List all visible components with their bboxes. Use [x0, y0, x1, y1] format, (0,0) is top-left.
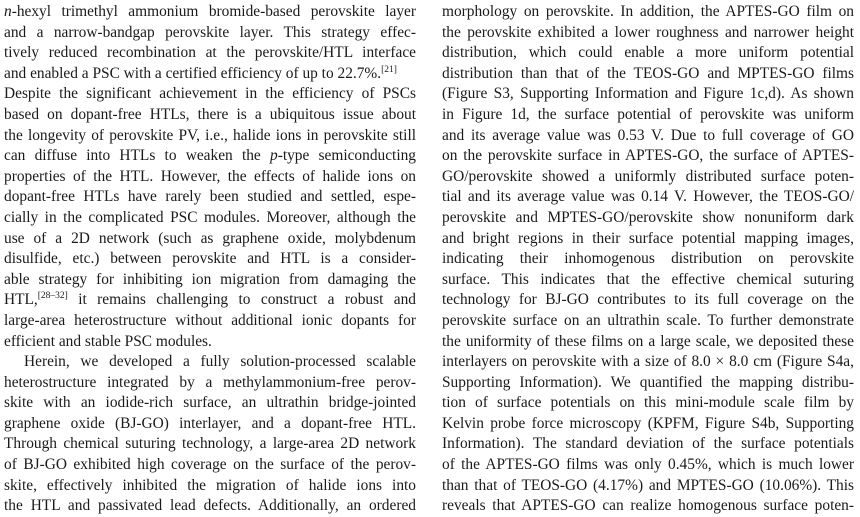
text-line: reveals that APTES-GO can realize homogenous surface poten- — [442, 497, 854, 515]
text-line: and a narrow-bandgap perovskite layer. This strategy effec- — [4, 23, 416, 41]
text-line: technology for BJ-GO contributes to its full coverage on the — [442, 291, 854, 309]
text-line: perovskite and MPTES-GO/perovskite show nonuniform dark — [442, 208, 854, 226]
text-line: Despite the significant achievement in the efficiency of PSCs — [4, 85, 416, 103]
text-line: surface. This indicates that the effective chemical suturing — [442, 270, 854, 288]
text-line: and enabled a PSC with a certified efficiency of up to 22.7%.[21] — [4, 64, 397, 82]
text-line: of the APTES-GO films was only 0.45%, which is much lower — [442, 456, 854, 474]
text-line: distribution than that of the TEOS-GO and MPTES-GO films — [442, 64, 854, 82]
citation-ref: [28–32] — [37, 291, 68, 302]
right-column — [442, 2, 854, 517]
text-line: distribution, which could enable a more uniform potential — [442, 44, 854, 62]
text-line: Information). The standard deviation of the surface potentials — [442, 435, 854, 453]
text-line: the perovskite exhibited a lower roughness and narrower height — [442, 23, 854, 41]
text-line: can diffuse into HTLs to weaken the p-type semiconducting — [4, 147, 416, 165]
text-line: skite with an iodide-rich surface, an ultrathin bridge-jointed — [4, 394, 416, 412]
left-column — [4, 2, 416, 517]
text-line: n-hexyl trimethyl ammonium bromide-based perovskite layer — [4, 3, 416, 20]
text-line: Supporting Information). We quantified the mapping distribu- — [442, 373, 854, 391]
text-line: disulfide, etc.) between perovskite and HTL is a consider- — [4, 250, 416, 268]
text-line: properties of the HTL. However, the effects of halide ions on — [4, 167, 416, 185]
text-line: able strategy for inhibiting ion migration from damaging the — [4, 270, 416, 288]
text-line: and bright regions in their surface potential mapping images, — [442, 229, 854, 247]
text-line: Kelvin probe force microscopy (KPFM, Figure S4b, Supporting — [442, 414, 854, 432]
text-line: perovskite surface on an ultrathin scale. To further demonstrate — [442, 311, 854, 329]
text-line: (Figure S3, Supporting Information and Figure 1c,d). As shown — [442, 85, 854, 103]
text-line: dopant-free HTLs have rarely been studied and settled, espe- — [4, 188, 416, 206]
text-line: of BJ-GO exhibited high coverage on the surface of the perov- — [4, 456, 416, 474]
text-line: based on dopant-free HTLs, there is a ubiquitous issue about — [4, 105, 416, 123]
text-line: use of a 2D network (such as graphene oxide, molybdenum — [4, 229, 416, 247]
text-line: Herein, we developed a fully solution-processed scalable — [24, 353, 416, 371]
text-line: GO/perovskite showed a uniformly distributed surface poten- — [442, 167, 854, 185]
text-line: tion of surface potentials on this mini-module scale film by — [442, 394, 854, 412]
text-line: indicating their inhomogenous distribution on perovskite — [442, 250, 854, 268]
text-line: morphology on perovskite. In addition, the APTES-GO film on — [442, 3, 854, 20]
text-line: the uniformity of these films on a large scale, we deposited these — [442, 332, 854, 350]
text-line: tively reduced recombination at the perovskite/HTL interface — [4, 44, 416, 62]
text-line: heterostructure integrated by a methylammonium-free perov- — [4, 373, 416, 391]
text-line: HTL,[28–32] it remains challenging to construct a robust and — [4, 291, 416, 309]
text-line: in Figure 1d, the surface potential of perovskite was uniform — [442, 105, 854, 123]
text-line: the HTL and passivated lead defects. Additionally, an ordered — [4, 497, 416, 515]
text-line: the longevity of perovskite PV, i.e., halide ions in perovskite still — [4, 126, 416, 144]
text-line: interlayers on perovskite with a size of 8.0 × 8.0 cm (Figure S4a, — [442, 353, 854, 371]
citation-ref: [21] — [381, 64, 397, 75]
text-line: graphene oxide (BJ-GO) interlayer, and a dopant-free HTL. — [4, 414, 416, 432]
text-line: cially in the complicated PSC modules. Moreover, although the — [4, 208, 416, 226]
text-line: skite, effectively inhibited the migration of halide ions into — [4, 476, 416, 494]
text-line: large-area heterostructure without additional ionic dopants for — [4, 311, 416, 329]
text-line: efficient and stable PSC modules. — [4, 332, 212, 350]
text-line: Through chemical suturing technology, a large-area 2D network — [4, 435, 416, 453]
text-line: than that of TEOS-GO (4.17%) and MPTES-GO (10.06%). This — [442, 476, 854, 494]
text-line: tial and its average value was 0.14 V. However, the TEOS-GO/ — [442, 188, 854, 206]
text-line: on the perovskite surface in APTES-GO, the surface of APTES- — [442, 147, 854, 165]
text-line: and its average value was 0.53 V. Due to full coverage of GO — [442, 126, 854, 144]
